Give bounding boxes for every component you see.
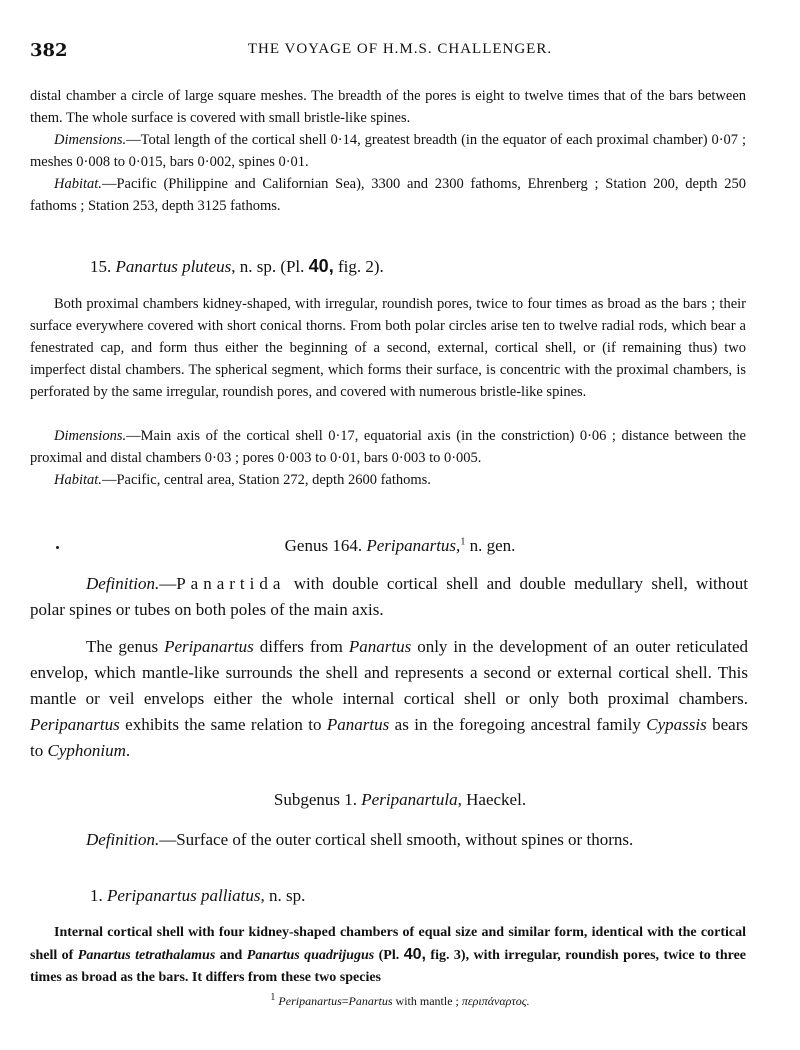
species-1-name: Peripanartus palliatus (107, 886, 261, 905)
footnote-greek: περιπάναρτος. (461, 994, 530, 1008)
habitat-text: —Pacific (Philippine and Californian Sea), 3300 and 2300 fathoms, Ehrenberg ; Station 200, depth 250 fathoms ; Station 253, depth 3125 fathoms. (30, 176, 746, 214)
continuation-paragraph: distal chamber a circle of large square meshes. The breadth of the pores is eight to twelve times that of the bars between them. The whole surface is covered with small bristle-like spines. (30, 88, 746, 126)
species-15-dimensions: Dimensions.—Main axis of the cortical shell 0·17, equatorial axis (in the constriction) 0·06 ; distance between the proximal and distal chambers 0·03 ; pores 0·003 to 0·01, bars 0·003 to 0·005. (30, 428, 746, 466)
definition-label: Definition. (86, 574, 160, 593)
habitat-label: Habitat. (54, 176, 102, 192)
subgenus-name: Peripanartula (361, 790, 458, 809)
running-head: THE VOYAGE OF H.M.S. CHALLENGER. (247, 41, 553, 57)
page-header (30, 40, 770, 66)
genus-heading: Genus 164. Peripanartus,$^1$ n. gen. (284, 536, 516, 555)
genus-definition: Definition.—Panartida with double cortical shell and double medullary shell, without polar spines or tubes on both poles of the main axis. (30, 574, 748, 619)
dimensions-text: —Total length of the cortical shell 0·14, greatest breadth (in the equator of each proximal chamber) 0·07 ; meshes 0·008 to 0·015, bars 0·002, spines 0·01. (30, 132, 746, 170)
species-1-heading: 1. Peripanartus palliatus, n. sp. (90, 886, 306, 905)
subgenus-definition: Definition.—Surface of the outer cortical shell smooth, without spines or thorns. (86, 830, 634, 849)
genus-description: The genus Peripanartus differs from Panartus only in the development of an outer reticulated envelop, which mantle-like surrounds the shell and represents a second or external cortical shell. This mantle or veil envelops either the whole internal cortical shell or only both proximal chambers. Peripanartus exhibits the same relation to Panartus as in the foregoing ancestral family Cypassis bears to Cyphonium. (30, 637, 748, 760)
dimensions-label: Dimensions. (54, 132, 127, 148)
footnote-ref: 1 (460, 536, 466, 548)
footnote-mark: 1 (270, 992, 276, 1003)
dimensions-paragraph (30, 129, 746, 173)
page-number: 382 (30, 40, 68, 61)
species-15-heading: 15. Panartus pluteus, n. sp. (Pl. 40, fig. 2). (90, 256, 384, 276)
species-1-description: Internal cortical shell with four kidney-shaped chambers of equal size and similar form, identical with the cortical shell of Panartus tetrathalamus and Panartus quadrijugus (Pl. 40, fig. 3), with irregular, roundish pores, twice to three times as broad as the bars. It differs from these two species (30, 925, 747, 985)
subgenus-heading: Subgenus 1. Peripanartula, Haeckel. (273, 790, 527, 809)
habitat-paragraph (30, 173, 746, 217)
footnote: $^1$ Peripanartus=Panartus with mantle ; περιπάναρτος. (270, 992, 530, 1008)
species-15-habitat: Habitat.—Pacific, central area, Station 272, depth 2600 fathoms. (54, 472, 431, 488)
species-15-name: Panartus pluteus (115, 257, 232, 276)
genus-name: Peripanartus, (366, 536, 461, 555)
species-15-description: Both proximal chambers kidney-shaped, with irregular, roundish pores, twice to four times as broad as the bars ; their surface everywhere covered with short conical thorns. From both polar circles arise ten to twelve radial rods, which bear a fenestrated cap, and form thus either the beginning of a second, external, cortical shell, or (if remaining thus) two imperfect distal chambers. The spherical segment, which forms their surface, is concentric with the proximal chambers, is perforated by the same irregular, roundish pores, and covered with numerous bristle-like spines. (30, 296, 746, 400)
